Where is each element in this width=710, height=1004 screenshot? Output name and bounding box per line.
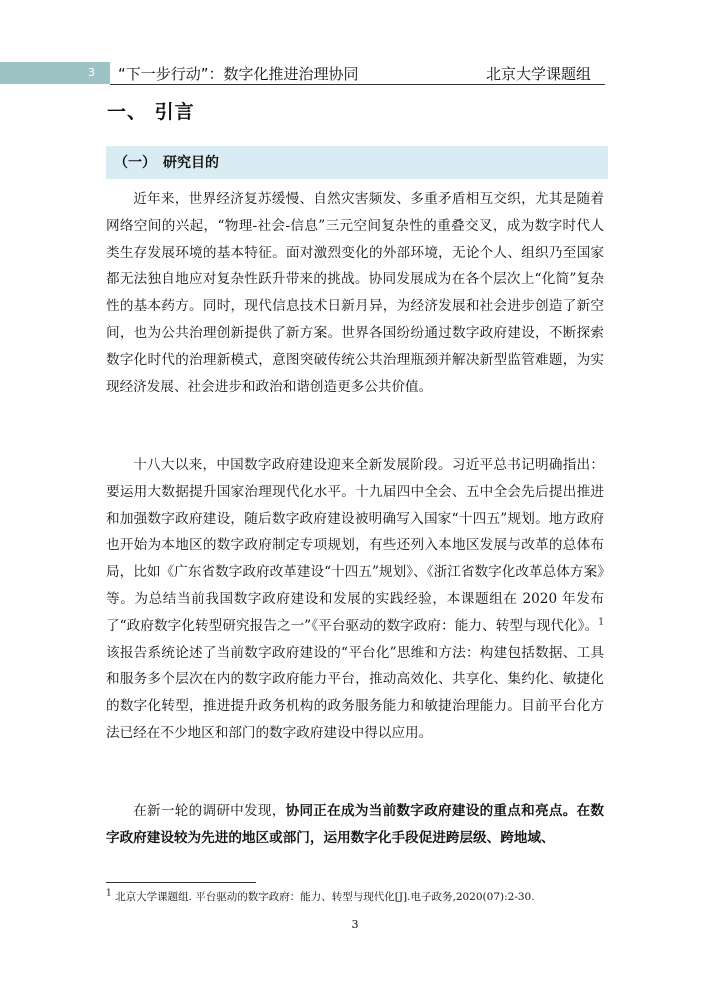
footer-page-number: 3: [351, 918, 359, 931]
paragraph-3-bold: 协同正在成为当前数字政府建设的重点和亮点。在数字政府建设较为先进的地区或部门，运用数字化手段促进跨层级、跨地域、: [106, 803, 604, 846]
paragraph-1: [106, 186, 604, 400]
footnote: [106, 889, 606, 905]
paragraph-3-text: [106, 798, 604, 852]
header-org: 北京大学课题组: [486, 65, 592, 83]
footnote-marker: 1: [106, 888, 112, 899]
header-rule: [110, 84, 605, 85]
subheading: （一） 研究目的: [114, 155, 219, 171]
paragraph-2-part-a: 十八大以来，中国数字政府建设迎来全新发展阶段。习近平总书记明确指出：要运用大数据提升国家治理现代化水平。十九届四中全会、五中全会先后提出推进和加强数字政府建设，随后数字政府建设被明确写入国家“十四五”规划。地方政府也开始为本地区的数字政府制定专项规划，有些还列入本地区发展与改革的总体布局，比如《广东省数字政府改革建设“十四五”规划》、《浙江省数字化改革总体方案》等。为总结当前我国数字政府建设和发展的实践经验，本课题组在 2020 年发布了“政府数字化转型研究报告之一”《平台驱动的数字政府：能力、转型与现代化》。: [106, 457, 604, 634]
paragraph-1-text: 近年来，世界经济复苏缓慢、自然灾害频发、多重矛盾相互交织，尤其是随着网络空间的兴起，“物理-社会-信息”三元空间复杂性的重叠交叉，成为数字时代人类生存发展环境的基本特征。面对激烈变化的外部环境，无论个人、组织乃至国家都无法独自地应对复杂性跃升带来的挑战。协同发展成为在各个层次上“化简”复杂性的基本药方。同时，现代信息技术日新月异，为经济发展和社会进步创造了新空间，也为公共治理创新提供了新方案。世界各国纷纷通过数字政府建设，不断探索数字化时代的治理新模式，意图突破传统公共治理瓶颈并解决新型监管难题，为实现经济发展、社会进步和政治和谐创造更多公共价值。: [106, 191, 604, 395]
footnote-ref[interactable]: 1: [598, 617, 604, 628]
paragraph-2-text: [106, 452, 604, 747]
header-page-number: 3: [88, 66, 95, 79]
footnote-rule: [106, 882, 256, 883]
section-heading: 一、 引言: [107, 101, 195, 123]
header-title: “下一步行动”：数字化推进治理协同: [118, 65, 359, 83]
paragraph-2-part-b: 该报告系统论述了当前数字政府建设的“平台化”思维和方法：构建包括数据、工具和服务多个层次在内的数字政府能力平台，推动高效化、共享化、集约化、敏捷化的数字化转型，推进提升政务机构的政务服务能力和敏捷治理能力。目前平台化方法已经在不少地区和部门的数字政府建设中得以应用。: [106, 644, 604, 741]
paragraph-3-plain: 在新一轮的调研中发现，: [133, 803, 286, 819]
footnote-text: 北京大学课题组. 平台驱动的数字政府：能力、转型与现代化[J].电子政务,2020(07):2-30.: [111, 891, 535, 903]
paragraph-3: [106, 798, 604, 852]
paragraph-2: [106, 452, 604, 747]
